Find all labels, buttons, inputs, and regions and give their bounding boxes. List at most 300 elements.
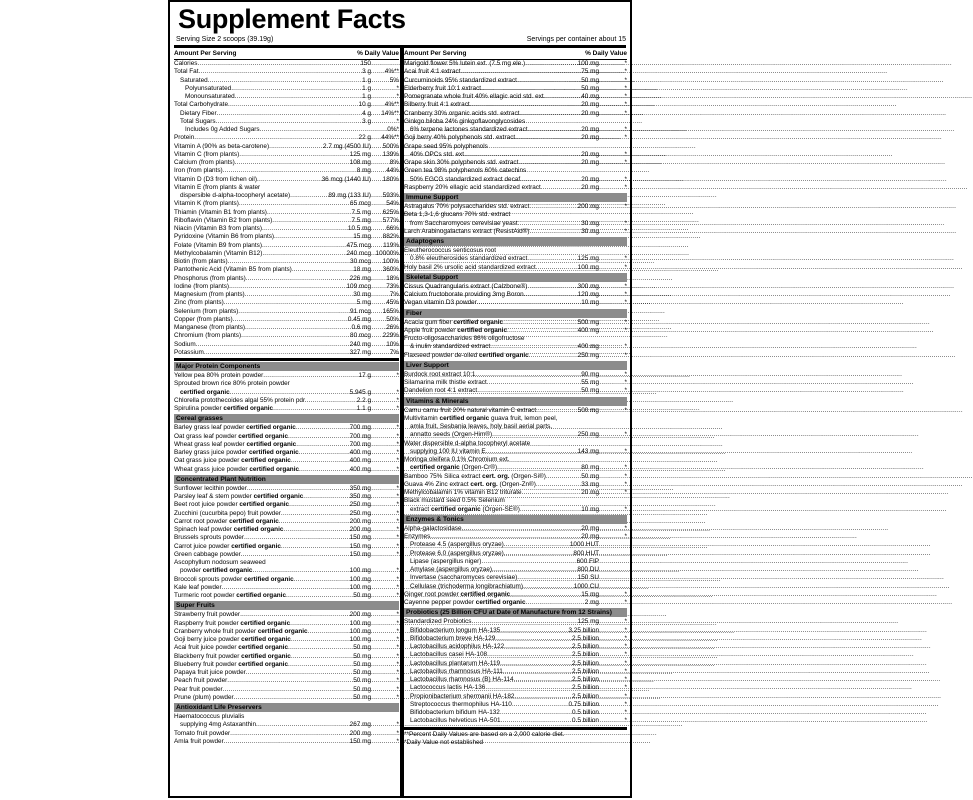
- ingredient-amount: 20 mg: [581, 489, 599, 496]
- ingredient-row: [174, 636, 399, 644]
- ingredient-row: [174, 341, 399, 349]
- ingredient-name: Spinach leaf powder certified organic: [174, 526, 284, 533]
- ingredient-row: [174, 200, 399, 208]
- dot-leader: [486, 448, 578, 456]
- ingredient-amount: 125 mg: [349, 150, 371, 158]
- ingredient-name: Lipase (aspergillus niger): [410, 557, 482, 565]
- dot-leader: [477, 387, 581, 395]
- ingredient-row: [174, 661, 399, 669]
- dot-leader: [514, 693, 572, 701]
- ingredient-amount: 125 mg: [577, 618, 599, 626]
- dot-leader: [257, 176, 322, 184]
- ingredient-name: Total Sugars: [180, 117, 216, 125]
- ingredient-name: Green cabbage powder: [174, 550, 241, 558]
- ingredient-row: [174, 176, 399, 184]
- daily-value-percent: *: [624, 227, 627, 235]
- ingredient-row: [174, 485, 399, 493]
- ingredient-amount: 327 mg: [349, 348, 371, 356]
- ingredient-row: [404, 220, 627, 228]
- ingredient-name: Cayenne pepper powder certified organic: [404, 599, 526, 606]
- ingredient-row: [174, 628, 399, 636]
- ingredient-name: Ginger root powder certified organic: [404, 590, 511, 598]
- ingredient-name: Larch Arabinogalactans extract (ResistAid®): [404, 227, 530, 235]
- ingredient-name: Methylcobalamin (Vitamin B12): [174, 249, 263, 257]
- dot-leader: [244, 534, 350, 542]
- ingredient-name: Methylcobalamin 1% vitamin B12 triturate: [404, 489, 522, 496]
- dot-leader: [296, 441, 349, 449]
- section-heading: Concentrated Plant Nutrition: [174, 475, 399, 484]
- dot-leader: [223, 686, 354, 694]
- ingredient-amount: 20 mg: [581, 101, 599, 109]
- daily-value-percent: *: [396, 592, 399, 599]
- daily-value-percent: *: [624, 489, 627, 496]
- dot-leader: [289, 501, 350, 509]
- dot-leader: [514, 676, 572, 684]
- ingredient-amount: 100 mg: [577, 60, 599, 67]
- dot-leader: [194, 134, 358, 142]
- ingredient-amount: 8 mg: [356, 167, 371, 175]
- ingredient-row: [404, 533, 627, 541]
- dot-leader: [299, 449, 350, 457]
- dot-leader: [523, 583, 574, 591]
- ingredient-name: supplying 4mg Astaxanthin: [180, 721, 257, 729]
- daily-value-percent: *: [624, 406, 627, 414]
- ingredient-amount: 125 mg: [577, 255, 599, 263]
- dot-leader: [536, 481, 581, 489]
- daily-value-percent: 500%: [382, 142, 399, 150]
- daily-value-percent: 7%: [389, 348, 399, 356]
- ingredient-amount: 50 mg: [581, 387, 599, 395]
- daily-value-percent: *: [396, 449, 399, 456]
- ingredient-amount: 350 mg: [349, 484, 371, 492]
- section-heading: Liver Support: [404, 361, 627, 370]
- ingredient-amount: 240 mcg: [346, 249, 371, 257]
- ingredient-name: Cranberry whole fruit powder certified organic: [174, 627, 308, 635]
- ingredient-row: [404, 440, 627, 448]
- ingredient-row: [174, 518, 399, 526]
- ingredient-row: [174, 449, 399, 457]
- ingredient-row: [174, 126, 399, 134]
- dot-leader: [241, 551, 350, 559]
- dot-leader: [430, 533, 581, 541]
- dot-leader: [536, 407, 578, 415]
- daily-value-percent: *: [624, 68, 627, 76]
- daily-value-percent: *: [396, 526, 399, 533]
- ingredient-row: [174, 209, 399, 217]
- ingredient-row: [404, 77, 627, 85]
- supplement-facts-label: [168, 0, 632, 798]
- daily-value-percent: 0%*: [387, 126, 399, 133]
- ingredient-row: [174, 730, 399, 738]
- dot-leader: [245, 324, 351, 332]
- ingredient-row: [174, 721, 399, 729]
- ingredient-name: Cranberry 30% organic acids std. extract: [404, 109, 520, 117]
- ingredient-amount: 150 mg: [349, 542, 371, 550]
- ingredient-name: Papaya fruit juice powder: [174, 669, 246, 676]
- ingredient-row: [404, 525, 627, 533]
- dot-leader: [228, 101, 359, 109]
- ingredient-amount: 226 mg: [349, 274, 371, 282]
- dot-leader: [241, 332, 350, 340]
- dot-leader: [497, 464, 581, 472]
- daily-value-percent: 625%: [382, 208, 399, 216]
- dot-leader: [526, 167, 627, 175]
- ingredient-row: [174, 101, 399, 109]
- dot-leader: [238, 308, 350, 316]
- ingredient-name: Vitamin K (from plants): [174, 200, 239, 208]
- ingredient-row: [404, 247, 627, 255]
- daily-value-percent: *: [396, 465, 399, 473]
- ingredient-name: Fructo-oligosaccharides 86% oligofructose: [404, 335, 525, 342]
- ingredient-name: Apple fruit powder certified organic: [404, 326, 508, 334]
- ingredient-row: [174, 349, 399, 357]
- dot-leader: [281, 543, 350, 551]
- daily-value-percent: 50%: [386, 315, 399, 323]
- daily-value-percent: 882%: [382, 233, 399, 241]
- ingredient-name: Bilberry fruit 4:1 extract: [404, 101, 470, 109]
- ingredient-name: Calories: [174, 60, 198, 67]
- daily-value-percent: 18%: [386, 274, 399, 282]
- ingredient-name: Carrot root powder certified organic: [174, 517, 279, 525]
- ingredient-row: [174, 559, 399, 567]
- section-heading: Super Fruits: [174, 601, 399, 610]
- ingredient-name: Sprouted brown rice 80% protein powder: [174, 380, 290, 388]
- ingredient-amount: 150 SU: [577, 574, 599, 582]
- daily-value-percent: *: [396, 550, 399, 558]
- ingredient-amount: 300 mg: [577, 282, 599, 290]
- ingredient-row: [404, 134, 627, 142]
- ingredient-row: [404, 387, 627, 395]
- ingredient-name: Lactobacillus rhamnosus (B) HA-114: [410, 676, 514, 683]
- daily-value-percent: *: [624, 480, 627, 488]
- ingredient-row: [174, 372, 399, 380]
- ingredient-amount: 15 mg: [581, 590, 599, 598]
- daily-value-percent: *: [624, 684, 627, 692]
- ingredient-row: [404, 489, 627, 497]
- dot-leader: [492, 431, 578, 439]
- ingredient-name: certified organic: [180, 388, 230, 396]
- daily-value-percent: *: [396, 501, 399, 509]
- ingredient-name: Polyunsaturated: [185, 84, 232, 92]
- ingredient-amount: 10.5 mg: [347, 225, 371, 232]
- dot-leader: [262, 250, 346, 258]
- daily-value-percent: *: [396, 432, 399, 440]
- dot-leader: [470, 101, 582, 109]
- dot-leader: [505, 497, 627, 505]
- ingredient-row: [404, 93, 627, 101]
- dot-leader: [229, 283, 346, 291]
- daily-value-percent: *: [624, 134, 627, 142]
- ingredient-row: [404, 660, 627, 668]
- dot-leader: [230, 730, 350, 738]
- dot-leader: [267, 209, 352, 217]
- dot-leader: [274, 233, 353, 241]
- ingredient-name: Beta 1,3-1,6 glucans 70% std. extract: [404, 211, 511, 219]
- ingredient-row: [174, 332, 399, 340]
- ingredient-amount: 17 g: [358, 372, 371, 379]
- ingredient-row: [174, 308, 399, 316]
- ingredient-name: supplying 100 IU vitamin E: [410, 447, 486, 455]
- right-ingredient-sections: [404, 193, 627, 726]
- ingredient-amount: 50 mg: [581, 84, 599, 92]
- ingredient-amount: 120 mg: [577, 291, 599, 298]
- ingredient-row: [174, 316, 399, 324]
- ingredient-amount: 1000 HUT: [569, 541, 599, 549]
- daily-value-percent: 44%**: [381, 134, 399, 142]
- ingredient-amount: 0.5 billion: [571, 717, 599, 725]
- dot-leader: [503, 319, 578, 327]
- ingredient-amount: 90 mg: [581, 370, 599, 378]
- ingredient-amount: 50 mg: [353, 652, 371, 660]
- ingredient-amount: 1 g: [362, 76, 371, 84]
- dot-leader: [296, 424, 350, 432]
- dot-leader: [208, 77, 362, 85]
- ingredient-amount: 4 g: [362, 109, 371, 117]
- daily-value-percent: 7%: [389, 291, 399, 298]
- ingredient-row: [174, 291, 399, 299]
- dot-leader: [510, 456, 628, 464]
- ingredient-row: [404, 541, 627, 549]
- ingredient-name: Water dispersible d-alpha tocopheryl acetate: [404, 439, 531, 447]
- ingredient-row: [174, 592, 399, 600]
- ingredient-amount: 2.5 billion: [571, 676, 599, 683]
- ingredient-amount: 200 mg: [349, 611, 371, 619]
- ingredient-name: Lactobacillus rhamnosus HA-111: [410, 667, 503, 675]
- dot-leader: [524, 335, 627, 343]
- ingredient-row: [174, 118, 399, 126]
- ingredient-name: Acacia gum fiber certified organic: [404, 318, 504, 326]
- daily-value-percent: 8%: [389, 159, 399, 166]
- ingredient-amount: 20 mg: [581, 159, 599, 166]
- ingredient-amount: 3 g: [362, 68, 371, 76]
- daily-value-percent: *: [624, 447, 627, 455]
- ingredient-row: [404, 184, 627, 192]
- ingredient-amount: 0.75 billion: [568, 700, 599, 708]
- dot-leader: [504, 541, 570, 549]
- ingredient-name: Monounsaturated: [185, 93, 235, 100]
- ingredient-row: [174, 192, 399, 200]
- ingredient-name: Parsley leaf & stem powder certified organic: [174, 493, 304, 500]
- ingredient-row: [404, 203, 627, 211]
- dot-leader: [527, 255, 577, 263]
- ingredient-row: [174, 567, 399, 575]
- ingredient-row: [404, 566, 627, 574]
- ingredient-name: Protease 4.5 (aspergillus oryzae): [410, 541, 504, 549]
- ingredient-row: [174, 713, 399, 721]
- ingredient-name: Niacin (Vitamin B3 from plants): [174, 225, 262, 232]
- dot-leader: [510, 211, 627, 219]
- daily-value-percent: *: [396, 542, 399, 550]
- daily-value-percent: *: [624, 700, 627, 708]
- ingredient-name: Zinc (from plants): [174, 299, 224, 307]
- ingredient-amount: 250 mg: [577, 351, 599, 359]
- dot-leader: [222, 584, 350, 592]
- dot-leader: [216, 118, 363, 126]
- dot-leader: [529, 352, 578, 360]
- ingredient-row: [404, 118, 627, 126]
- ingredient-amount: 15 mg: [353, 233, 371, 241]
- dot-leader: [525, 118, 627, 126]
- ingredient-row: [174, 686, 399, 694]
- ingredient-name: Flaxseed powder de-oiled certified organic: [404, 351, 529, 359]
- ingredient-row: [174, 653, 399, 661]
- daily-value-percent: *: [396, 372, 399, 379]
- daily-value-percent: *: [396, 493, 399, 500]
- ingredient-amount: 30 mg: [581, 227, 599, 235]
- daily-value-percent: 66%: [386, 225, 399, 232]
- ingredient-name: Broccoli sprouts powder certified organic: [174, 575, 294, 583]
- ingredient-name: Invertase (saccharomyces cerevisiae): [410, 574, 518, 582]
- ingredient-name: Bamboo 75% Silica extract cert. org. (Orgen-Si®): [404, 472, 546, 480]
- daily-value-percent: 14%**: [381, 109, 399, 117]
- section-heading: Major Protein Components: [174, 362, 399, 371]
- ingredient-amount: 400 mg: [349, 465, 371, 473]
- daily-value-percent: *: [624, 84, 627, 92]
- ingredient-amount: 80 mcg: [350, 332, 371, 340]
- daily-value-percent: *: [624, 60, 627, 67]
- serving-size: Serving Size 2 scoops (39.19g): [176, 36, 274, 43]
- dot-leader: [246, 275, 350, 283]
- daily-value-percent: [599, 574, 627, 582]
- ingredient-row: [404, 448, 627, 456]
- daily-value-percent: *: [624, 101, 627, 109]
- ingredient-name: Alpha-galactosidase: [404, 524, 462, 532]
- daily-value-percent: *: [624, 282, 627, 290]
- daily-value-percent: *: [624, 464, 627, 472]
- ingredient-amount: 33 mg: [581, 480, 599, 488]
- dot-leader: [496, 247, 627, 255]
- daily-value-percent: *: [624, 692, 627, 700]
- daily-value-percent: *: [396, 117, 399, 125]
- dot-leader: [290, 620, 350, 628]
- daily-value-percent: *: [624, 299, 627, 307]
- dot-leader: [240, 611, 350, 619]
- daily-value-percent: 577%: [382, 216, 399, 224]
- daily-value-percent: *: [396, 575, 399, 583]
- ingredient-name: Vitamin A (90% as beta-carotene): [174, 142, 270, 150]
- daily-value-percent: *: [624, 618, 627, 626]
- ingredient-amount: 350 mg: [349, 493, 371, 500]
- ingredient-row: [404, 143, 627, 151]
- daily-value-percent: *: [396, 517, 399, 525]
- ingredient-name: Iodine (from plants): [174, 282, 230, 290]
- ingredient-row: [404, 618, 627, 626]
- ingredient-amount: 100 mg: [349, 619, 371, 627]
- ingredient-amount: 250 mg: [349, 501, 371, 509]
- ingredient-row: [174, 380, 399, 388]
- ingredient-name: Standardized Probiotics: [404, 618, 472, 626]
- ingredient-amount: 100 mg: [349, 575, 371, 583]
- section-heading: Cereal grasses: [174, 414, 399, 423]
- ingredient-row: [174, 551, 399, 559]
- daily-value-percent: *: [624, 379, 627, 386]
- ingredient-row: [174, 110, 399, 118]
- ingredient-name: Grape seed 95% polyphenols: [404, 142, 488, 150]
- ingredient-row: [174, 584, 399, 592]
- daily-value-percent: *: [396, 484, 399, 492]
- ingredient-amount: 1 g: [362, 93, 371, 100]
- ingredient-name: Oat grass juice powder certified organic: [174, 457, 291, 465]
- ingredient-amount: 65 mcg: [350, 200, 371, 208]
- daily-value-heading: % Daily Value: [357, 50, 399, 57]
- dot-leader: [230, 389, 350, 397]
- daily-value-percent: *: [396, 669, 399, 676]
- ingredient-name: Green tea 98% polyphenols 60% catechins: [404, 167, 527, 175]
- ingredient-name: Dandelion root 4:1 extract: [404, 387, 478, 395]
- ingredient-row: [174, 424, 399, 432]
- ingredient-row: [174, 466, 399, 474]
- dot-leader: [517, 77, 581, 85]
- dot-leader: [239, 151, 349, 159]
- ingredient-row: [404, 60, 627, 68]
- ingredient-name: Vitamin C (from plants): [174, 150, 240, 158]
- daily-value-percent: *: [624, 159, 627, 166]
- ingredient-name: Biotin (from plants): [174, 258, 228, 265]
- dot-leader: [517, 574, 577, 582]
- ingredient-amount: 1 g: [362, 84, 371, 92]
- dot-leader: [263, 372, 358, 380]
- ingredient-row: [404, 327, 627, 335]
- daily-value-percent: 45%: [386, 299, 399, 307]
- ingredient-row: [404, 352, 627, 360]
- dot-leader: [500, 627, 568, 635]
- ingredient-row: [174, 493, 399, 501]
- daily-value-percent: 73%: [386, 282, 399, 290]
- ingredient-row: [174, 85, 399, 93]
- daily-value-percent: *: [396, 685, 399, 693]
- ingredient-amount: 89 mg (133 IU): [328, 192, 371, 199]
- dot-leader: [308, 628, 350, 636]
- ingredient-row: [174, 620, 399, 628]
- ingredient-amount: 20 mg: [581, 109, 599, 117]
- ingredient-row: [404, 481, 627, 489]
- ingredient-row: [174, 134, 399, 142]
- dot-leader: [490, 343, 577, 351]
- dot-leader: [307, 397, 357, 405]
- ingredient-name: Zucchini (cucurbita pepo) fruit powder: [174, 509, 281, 517]
- dot-leader: [291, 636, 350, 644]
- daily-value-percent: *: [624, 626, 627, 634]
- ingredient-amount: 700 mg: [349, 440, 371, 448]
- section-heading: Vitamins & Minerals: [404, 397, 627, 406]
- ingredient-name: Oat grass leaf powder certified organic: [174, 432, 289, 440]
- dot-leader: [197, 60, 360, 68]
- ingredient-name: Wheat grass juice powder certified organic: [174, 465, 300, 473]
- ingredient-name: Pomegranate whole fruit 40% ellagic acid std. ext.: [404, 93, 546, 100]
- daily-value-percent: 119%: [383, 241, 399, 249]
- ingredient-amount: 0.6 mg: [351, 324, 371, 331]
- daily-value-percent: 360%: [382, 266, 399, 274]
- daily-value-percent: *: [396, 729, 399, 737]
- daily-value-percent: *: [624, 93, 627, 100]
- ingredient-amount: 2.5 billion: [571, 667, 599, 675]
- ingredient-amount: 20 mg: [581, 126, 599, 133]
- dot-leader: [526, 599, 585, 607]
- ingredient-name: from Saccharomyces cerevisiae yeast: [410, 219, 518, 227]
- daily-value-percent: *: [396, 644, 399, 652]
- ingredient-amount: 150 mg: [349, 534, 371, 542]
- dot-leader: [260, 126, 371, 134]
- daily-value-percent: *: [624, 351, 627, 359]
- ingredient-amount: 20 mg: [581, 134, 599, 142]
- ingredient-row: [404, 497, 627, 505]
- ingredient-name: Beet root juice powder certified organic: [174, 501, 290, 509]
- ingredient-name: Prune (plum) powder: [174, 693, 234, 701]
- ingredient-name: Bifidobacterium bifidum HA-132: [410, 709, 500, 716]
- ingredient-name: Folate (Vitamin B9 from plants): [174, 241, 262, 249]
- ingredient-amount: 50 mg: [353, 685, 371, 693]
- dot-leader: [262, 242, 347, 250]
